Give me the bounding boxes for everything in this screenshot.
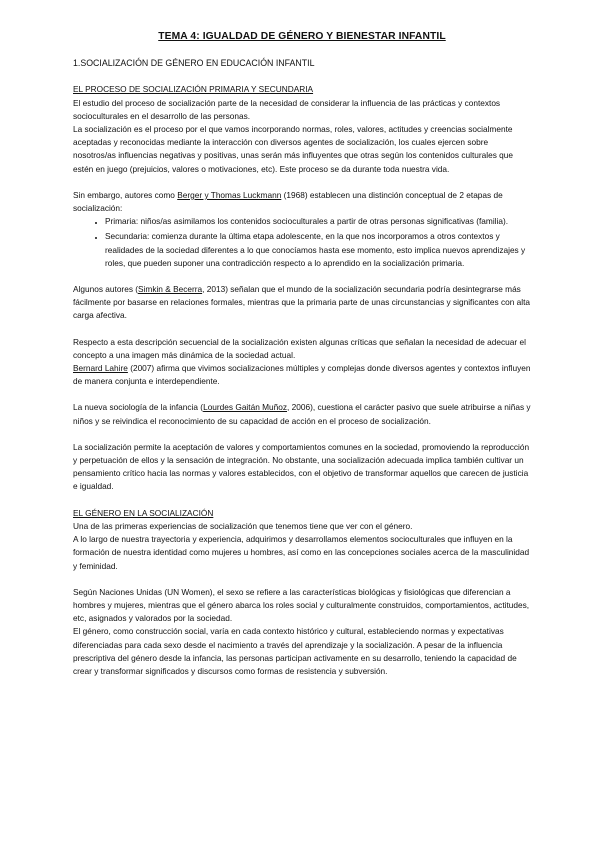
reference-berger-luckmann: Berger y Thomas Luckmann [177, 189, 282, 200]
document-title: TEMA 4: IGUALDAD DE GÉNERO Y BIENESTAR INFANTIL [158, 31, 446, 42]
paragraph-estudio: El estudio del proceso de socialización parte de la necesidad de considerar la influencia de las prácticas y contextos socioculturales en el desarrollo de las personas. [73, 97, 501, 121]
stages-list [73, 215, 531, 270]
paragraph-primeras-experiencias: Una de las primeras experiencias de socialización que tenemos tiene que ver con el género. [73, 520, 413, 531]
paragraph-socializacion-definicion: La socialización es el proceso por el que vamos incorporando normas, roles, valores, actitudes y creencias socialmente aceptadas y reconocidas mediante la interacción con diversos agentes de socialización, los cuales ejercen sobre nosotros/as influencias negativas y positivas, unas serán más influyentes que otras según los contenidos culturales que estén en juego (prejuicios, valores o motivaciones, etc). Este proceso se da durante toda nuestra vida. [73, 124, 513, 174]
paragraph-sociologia-infancia: La nueva sociología de la infancia (Lourdes Gaitán Muñoz, 2006), cuestiona el carácter pasivo que suele atribuirse a niñas y niños y se reivindica el reconocimiento de su capacidad de acción en el proceso de socialización. [73, 402, 531, 426]
paragraph-simkin-becerra: Algunos autores (Simkin & Becerra, 2013) señalan que el mundo de la socialización secundaria podría desintegrarse más fácilmente por basarse en relaciones formales, mientras que la primaria parte de unas circunstancias y significantes con alta carga afectiva. [73, 284, 531, 321]
paragraph-trayectoria: A lo largo de nuestra trayectoria y experiencia, adquirimos y desarrollamos elementos socioculturales que influyen en la formación de nuestra identidad como mujeres u hombres, así como en las concepciones sociales acerca de la masculinidad y feminidad. [73, 534, 530, 571]
paragraph-criticas: Respecto a esta descripción secuencial de la socialización existen algunas críticas que señalan la necesidad de adecuar el concepto a una imagen más dinámica de la sociedad actual. [73, 336, 526, 360]
list-item-primaria: • Primaria: niños/as asimilamos los contenidos socioculturales a partir de otras personas significativas (familia). [105, 215, 531, 228]
reference-gaitan: Lourdes Gaitán Muñoz [203, 402, 288, 413]
reference-simkin-becerra: Simkin & Becerra [138, 284, 203, 295]
document-body [73, 30, 531, 678]
subheading-genero: EL GÉNERO EN LA SOCIALIZACIÓN [73, 507, 214, 518]
paragraph-aceptacion-valores: La socialización permite la aceptación de valores y comportamientos comunes en la sociedad, promoviendo la reproducción y perpetuación de ellos y la sensación de integración. No obstante, una socialización adecuada implica también cultivar un pensamiento crítico hacia las normas y valores establecidos, con el objetivo de transformar aquellos que carecen de justicia e igualdad. [73, 441, 530, 492]
paragraph-construccion-social: El género, como construcción social, varía en cada contexto histórico y cultural, estableciendo normas y expectativas diferenciadas para cada sexo desde el nacimiento a través del aprendizaje y la socialización. A pesar de la influencia prescriptiva del género desde la infancia, las personas participan activamente en su desarrollo, teniendo la capacidad de crear y transformar significados y discursos como formas de resistencia y subversión. [73, 626, 517, 676]
paragraph-lahire: Bernard Lahire (2007) afirma que vivimos socializaciones múltiples y complejas donde diversos agentes y contextos influyen de manera conjunta e interdependiente. [73, 363, 531, 387]
section-title: 1.SOCIALIZACIÓN DE GÉNERO EN EDUCACIÓN INFANTIL [73, 58, 315, 69]
paragraph-berger-luckmann: Sin embargo, autores como Berger y Thomas Luckmann (1968) establecen una distinción conceptual de 2 etapas de socialización: [73, 189, 503, 214]
reference-lahire: Bernard Lahire [73, 363, 128, 374]
paragraph-naciones-unidas: Según Naciones Unidas (UN Women), el sexo se refiere a las características biológicas y fisiológicas que diferencian a hombres y mujeres, mientras que el género abarca los roles social y culturalmente construidos, comportamientos, actitudes, etc, asignados y valorados por la sociedad. [73, 586, 530, 624]
list-item-secundaria: • Secundaria: comienza durante la última etapa adolescente, en la que nos incorporamos a otros contextos y realidades de la sociedad diferentes a lo que conocíamos hasta ese momento, esto implica nuevos aprendizajes y roles, que pueden suponer una contradicción respecto a lo aprendido en la socialización primaria. [105, 230, 531, 270]
subheading-socializacion: EL PROCESO DE SOCIALIZACIÓN PRIMARIA Y SECUNDARIA [73, 84, 314, 95]
